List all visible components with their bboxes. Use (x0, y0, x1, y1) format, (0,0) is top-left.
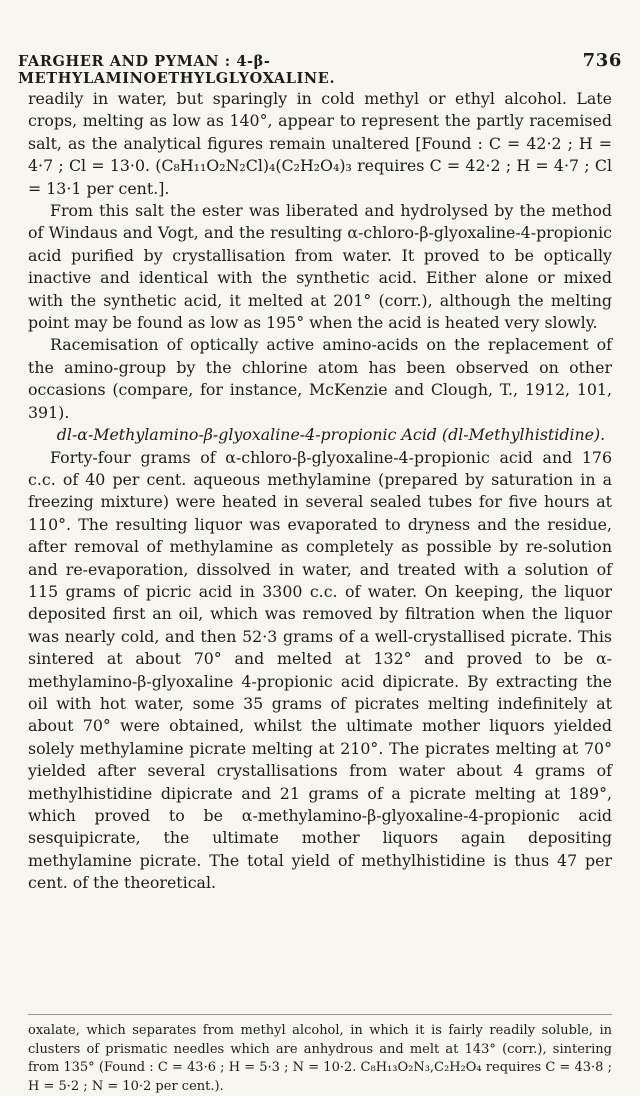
paragraph-4: Forty-four grams of α-chloro-β-glyoxaline-4-propionic acid and 176 c.c. of 40 per cent. aqueous methylamine (prepared by saturation in a freezing mixture) were heated in several sealed tubes for five hours at 110°. The resulting liquor was evaporated to dryness and the residue, after removal of methylamine as completely as possible by re-solution and re-evaporation, dissolved in water, and treated with a solution of 115 grams of picric acid in 3300 c.c. of water. On keeping, the liquor deposited first an oil, which was removed by filtration when the liquor was nearly cold, and then 52·3 grams of a well-crystallised picrate. This sintered at about 70° and melted at 132° and proved to be α-methylamino-β-glyoxaline 4-propionic acid dipicrate. By extracting the oil with hot water, some 35 grams of picrates melting indefinitely at about 70° were obtained, whilst the ultimate mother liquors yielded solely methylamine picrate melting at 210°. The picrates melting at 70° yielded after several crystallisations from water about 4 grams of methylhistidine dipicrate and 21 grams of a picrate melting at 189°, which proved to be α-methylamino-β-glyoxaline-4-propionic acid sesquipicrate, the ultimate mother liquors again depositing methylamine picrate. The total yield of methylhistidine is thus 47 per cent. of the theoretical. (28, 447, 612, 893)
page-number: 736 (582, 50, 622, 71)
paragraph-2: From this salt the ester was liberated and hydrolysed by the method of Windaus and Vogt, and the resulting α-chloro-β-glyoxaline-4-propionic acid purified by crystallisation from water. It proved to be optically inactive and identical with the synthetic acid. Either alone or mixed with the synthetic acid, it melted at 201° (corr.), although the melting point may be found as low as 195° when the acid is heated very slowly. (28, 201, 612, 333)
section-heading: dl-α-Methylamino-β-glyoxaline-4-propionic Acid (dl-Methylhistidine). (56, 425, 606, 445)
paragraph-3: Racemisation of optically active amino-acids on the replacement of the amino-group by the chlorine atom has been observed on other occasions (compare, for instance, McKenzie and Clough, T., 1912, 101, 391). (28, 335, 612, 422)
running-header (18, 50, 622, 87)
main-text (28, 88, 612, 895)
footnote: oxalate, which separates from methyl alcohol, in which it is fairly readily soluble, in clusters of prismatic needles which are anhydrous and melt at 143° (corr.), sintering from 135° (Found : C = 43·6 ; H = 5·3 ; N = 10·2. C₈H₁₃O₂N₃,C₂H₂O₄ requires C = 43·8 ; H = 5·2 ; N = 10·2 per cent.). (28, 1023, 612, 1094)
running-title: FARGHER AND PYMAN : 4-β-METHYLAMINOETHYLGLYOXALINE. (18, 53, 336, 87)
footnote-rule (28, 1014, 612, 1015)
paragraph-1: readily in water, but sparingly in cold methyl or ethyl alcohol. Late crops, melting as low as 140°, appear to represent the partly racemised salt, as the analytical figures remain unaltered [Found : C = 42·2 ; H = 4·7 ; Cl = 13·0. (C₈H₁₁O₂N₂Cl)₄(C₂H₂O₄)₃ requires C = 42·2 ; H = 4·7 ; Cl = 13·1 per cent.]. (28, 89, 612, 198)
